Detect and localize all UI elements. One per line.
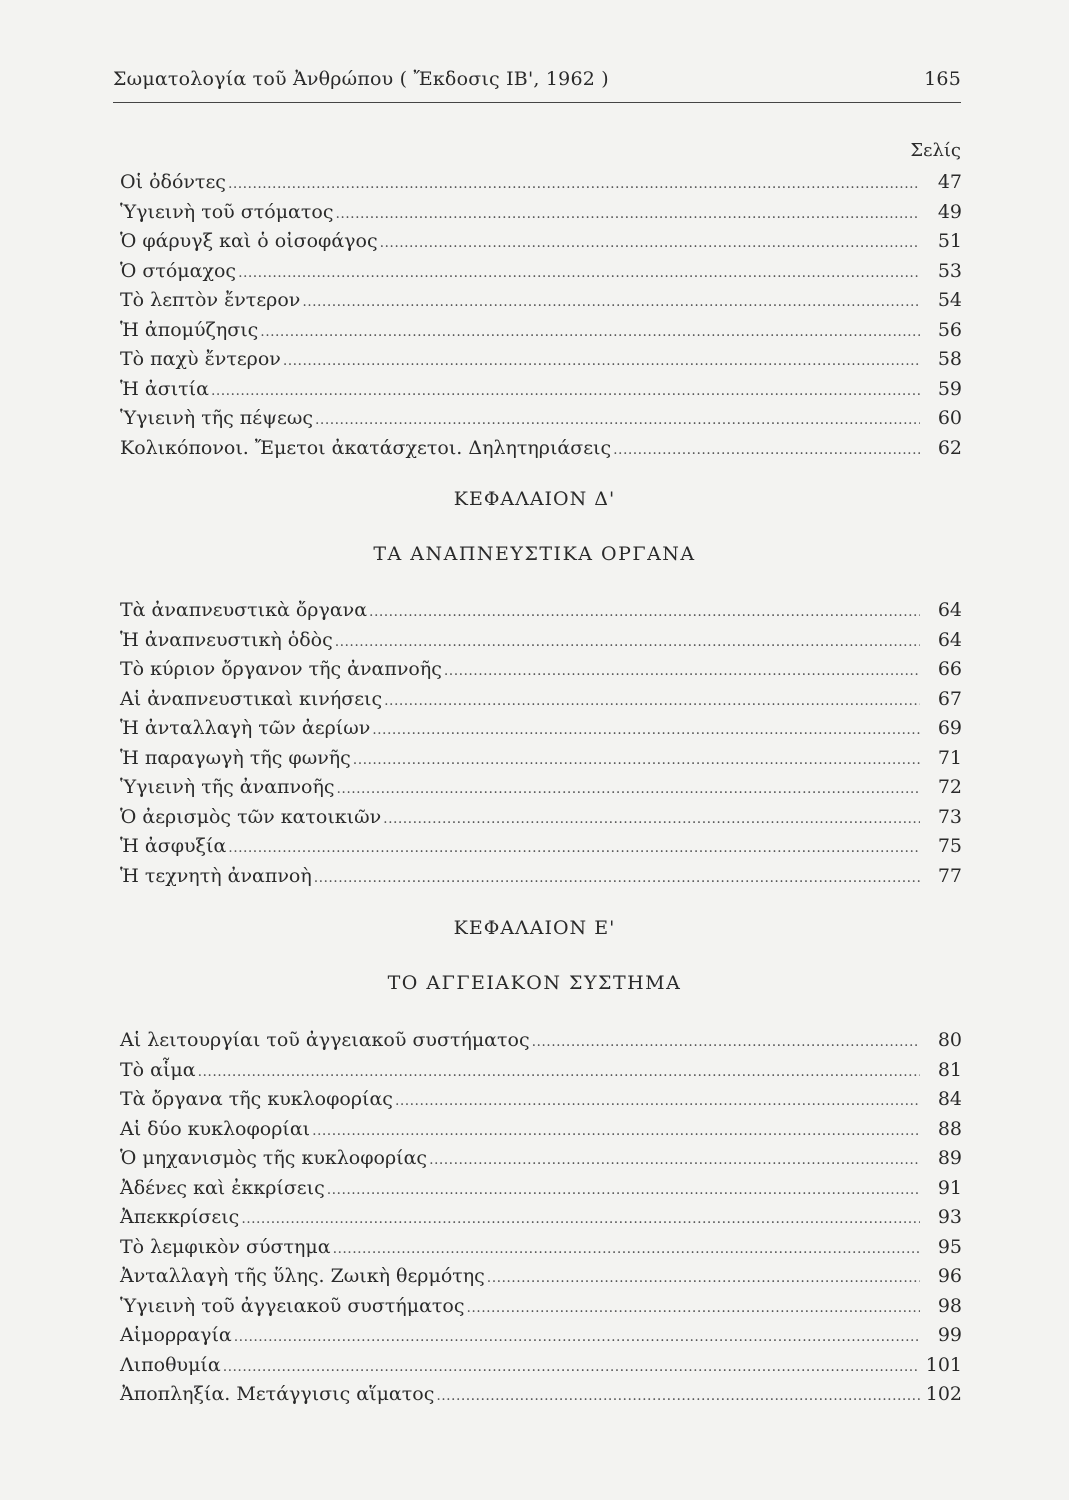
dot-leader	[444, 657, 920, 687]
toc-entry-page: 75	[937, 835, 962, 857]
toc-entry-title: Ἡ ἀσφυξία	[120, 835, 227, 857]
toc-entry-page: 56	[937, 318, 962, 341]
toc-entry-title: Αἱ δύο κυκλοφορίαι	[120, 1117, 311, 1140]
dot-leader	[335, 628, 920, 658]
toc-entry-page: 69	[937, 717, 962, 739]
toc-entry-title: Ὑγιεινὴ τῆς πέψεως	[120, 407, 314, 429]
running-head	[113, 68, 961, 98]
dot-leader	[353, 746, 920, 776]
dot-leader	[223, 1353, 920, 1383]
toc-entry-page: 51	[937, 230, 962, 252]
toc-entry-page: 71	[937, 746, 962, 769]
chapter-e-title: ΤΟ ΑΓΓΕΙΑΚΟΝ ΣΥΣΤΗΜΑ	[387, 972, 682, 994]
toc-entry	[120, 714, 962, 744]
toc-entry-title: Οἱ ὀδόντες	[120, 171, 226, 193]
toc-chapter-e	[120, 1026, 962, 1410]
toc-entry-page: 64	[937, 599, 962, 621]
toc-entry	[120, 257, 962, 287]
toc-entry-title: Τὸ λεπτὸν ἔντερον	[120, 289, 301, 311]
toc-entry	[120, 1174, 962, 1204]
toc-entry-title: Ὁ ἀερισμὸς τῶν κατοικιῶν	[120, 805, 382, 828]
toc-entry-title: Τὰ ὄργανα τῆς κυκλοφορίας	[120, 1088, 393, 1110]
dot-leader	[314, 864, 920, 894]
toc-entry-title: Τὸ αἷμα	[120, 1058, 196, 1081]
toc-entry	[120, 1056, 962, 1086]
toc-entry	[120, 1292, 962, 1322]
toc-entry	[120, 596, 962, 626]
toc-entry-title: Ἡ ἀναπνευστικὴ ὁδὸς	[120, 628, 333, 651]
chapter-d-label: ΚΕΦΑΛΑΙΟΝ Δ'	[453, 488, 616, 510]
dot-leader	[383, 805, 920, 835]
toc-entry-page: 80	[937, 1029, 962, 1051]
toc-entry-title: Τὰ ἀναπνευστικὰ ὄργανα	[120, 599, 368, 621]
toc-entry-title: Ἀδένες καὶ ἐκκρίσεις	[120, 1176, 325, 1199]
toc-entry-title: Ὁ φάρυγξ καὶ ὁ οἰσοφάγος	[120, 230, 378, 252]
toc-entry-title: Ἡ ἀπομύζησις	[120, 318, 259, 341]
toc-entry	[120, 626, 962, 656]
running-head-title: Σωματολογία τοῦ Ἀνθρώπου ( Ἔκδοσις ΙΒ', 1962 )	[113, 68, 609, 90]
toc-entry-page: 53	[937, 259, 962, 282]
toc-entry	[120, 862, 962, 892]
toc-entry-page: 99	[937, 1324, 962, 1346]
toc-entry	[120, 744, 962, 774]
toc-entry-page: 77	[937, 864, 962, 887]
dot-leader	[436, 1382, 920, 1412]
toc-entry-title: Ὑγιεινὴ τοῦ στόματος	[120, 200, 334, 223]
dot-leader	[198, 1058, 920, 1088]
dot-leader	[238, 259, 920, 289]
toc-entry	[120, 1262, 962, 1292]
toc-entry	[120, 198, 962, 228]
dot-leader	[333, 1235, 920, 1265]
toc-entry-page: 84	[937, 1088, 962, 1110]
toc-entry-title: Ἡ τεχνητὴ ἀναπνοὴ	[120, 864, 312, 887]
toc-entry-title: Ἀποπληξία. Μετάγγισις αἵματος	[120, 1383, 435, 1405]
toc-entry	[120, 1026, 962, 1056]
toc-entry-page: 98	[937, 1294, 962, 1317]
toc-entry-page: 47	[937, 171, 962, 193]
toc-entry	[120, 1380, 962, 1410]
dot-leader	[395, 1087, 920, 1117]
toc-entry-page: 102	[925, 1383, 962, 1405]
toc-entry-title: Ἀνταλλαγὴ τῆς ὕλης. Ζωικὴ θερμότης	[120, 1265, 485, 1287]
toc-entry	[120, 434, 962, 464]
toc-entry	[120, 345, 962, 375]
toc-entry-page: 59	[937, 377, 962, 400]
toc-entry-page: 96	[937, 1265, 962, 1287]
dot-leader	[335, 200, 920, 230]
dot-leader	[260, 318, 920, 348]
toc-entry-page: 95	[937, 1235, 962, 1258]
chapter-e-label: ΚΕΦΑΛΑΙΟΝ Ε'	[453, 917, 616, 939]
toc-entry	[120, 773, 962, 803]
dot-leader	[302, 288, 920, 318]
header-rule	[113, 102, 961, 103]
toc-entry-title: Λιποθυμία	[120, 1353, 221, 1376]
toc-chapter-d	[120, 596, 962, 891]
toc-entry-title: Ὑγιεινὴ τῆς ἀναπνοῆς	[120, 776, 335, 798]
dot-leader	[228, 170, 920, 200]
toc-entry-title: Αἱ ἀναπνευστικαὶ κινήσεις	[120, 687, 383, 710]
dot-leader	[613, 436, 920, 466]
toc-entry-title: Ἀπεκκρίσεις	[120, 1206, 240, 1228]
dot-leader	[380, 229, 920, 259]
dot-leader	[315, 406, 920, 436]
toc-entry	[120, 1115, 962, 1145]
toc-entry-page: 93	[937, 1206, 962, 1228]
toc-entry-page: 62	[937, 436, 962, 459]
toc-entry-title: Αἱμορραγία	[120, 1324, 232, 1346]
toc-entry	[120, 316, 962, 346]
dot-leader	[228, 834, 920, 864]
dot-leader	[532, 1028, 920, 1058]
toc-entry	[120, 168, 962, 198]
toc-entry-page: 58	[937, 348, 962, 370]
chapter-d-title: ΤΑ ΑΝΑΠΝΕΥΣΤΙΚΑ ΟΡΓΑΝΑ	[373, 543, 696, 565]
toc-entry	[120, 1351, 962, 1381]
dot-leader	[241, 1205, 920, 1235]
dot-leader	[487, 1264, 920, 1294]
page-column-label: Σελίς	[910, 140, 961, 161]
dot-leader	[234, 1323, 920, 1353]
dot-leader	[312, 1117, 920, 1147]
toc-entry	[120, 1321, 962, 1351]
dot-leader	[283, 347, 920, 377]
dot-leader	[337, 775, 920, 805]
toc-entry-title: Τὸ λεμφικὸν σύστημα	[120, 1235, 331, 1258]
toc-entry	[120, 1085, 962, 1115]
toc-entry-title: Ὁ μηχανισμὸς τῆς κυκλοφορίας	[120, 1147, 428, 1169]
dot-leader	[429, 1146, 920, 1176]
toc-entry-page: 73	[937, 805, 962, 828]
dot-leader	[211, 377, 920, 407]
toc-entry	[120, 404, 962, 434]
toc-entry-title: Ἡ ἀνταλλαγὴ τῶν ἀερίων	[120, 717, 371, 739]
toc-entry-page: 67	[937, 687, 962, 710]
toc-entry-page: 49	[937, 200, 962, 223]
toc-entry-page: 89	[937, 1147, 962, 1169]
toc-entry-title: Τὸ παχὺ ἔντερον	[120, 348, 281, 370]
toc-entry	[120, 832, 962, 862]
toc-entry-title: Ὁ στόμαχος	[120, 259, 237, 282]
toc-entry-title: Τὸ κύριον ὄργανον τῆς ἀναπνοῆς	[120, 658, 442, 680]
dot-leader	[467, 1294, 921, 1324]
dot-leader	[372, 716, 920, 746]
toc-entry	[120, 803, 962, 833]
toc-entry-page: 54	[937, 289, 962, 311]
toc-entry-page: 72	[937, 776, 962, 798]
toc-entry-page: 91	[937, 1176, 962, 1199]
toc-entry	[120, 227, 962, 257]
toc-entry	[120, 286, 962, 316]
toc-entry-title: Ἡ ἀσιτία	[120, 377, 209, 400]
toc-entry-page: 64	[937, 628, 962, 651]
toc-entry-page: 88	[937, 1117, 962, 1140]
toc-entry-title: Αἱ λειτουργίαι τοῦ ἀγγειακοῦ συστήματος	[120, 1029, 530, 1051]
toc-entry	[120, 375, 962, 405]
dot-leader	[369, 598, 920, 628]
toc-entry	[120, 1203, 962, 1233]
toc-entry	[120, 1233, 962, 1263]
dot-leader	[327, 1176, 920, 1206]
toc-entry-title: Κολικόπονοι. Ἔμετοι ἀκατάσχετοι. Δηλητηριάσεις	[120, 436, 612, 459]
toc-entry-page: 81	[937, 1058, 962, 1081]
toc-entry-page: 60	[937, 407, 962, 429]
toc-entry-page: 66	[937, 658, 962, 680]
dot-leader	[384, 687, 920, 717]
toc-entry-title: Ἡ παραγωγὴ τῆς φωνῆς	[120, 746, 351, 769]
toc-section-digestive	[120, 168, 962, 463]
toc-entry	[120, 685, 962, 715]
toc-entry	[120, 655, 962, 685]
page-number: 165	[924, 68, 961, 90]
toc-entry	[120, 1144, 962, 1174]
toc-entry-page: 101	[925, 1353, 962, 1376]
toc-entry-title: Ὑγιεινὴ τοῦ ἀγγειακοῦ συστήματος	[120, 1294, 465, 1317]
